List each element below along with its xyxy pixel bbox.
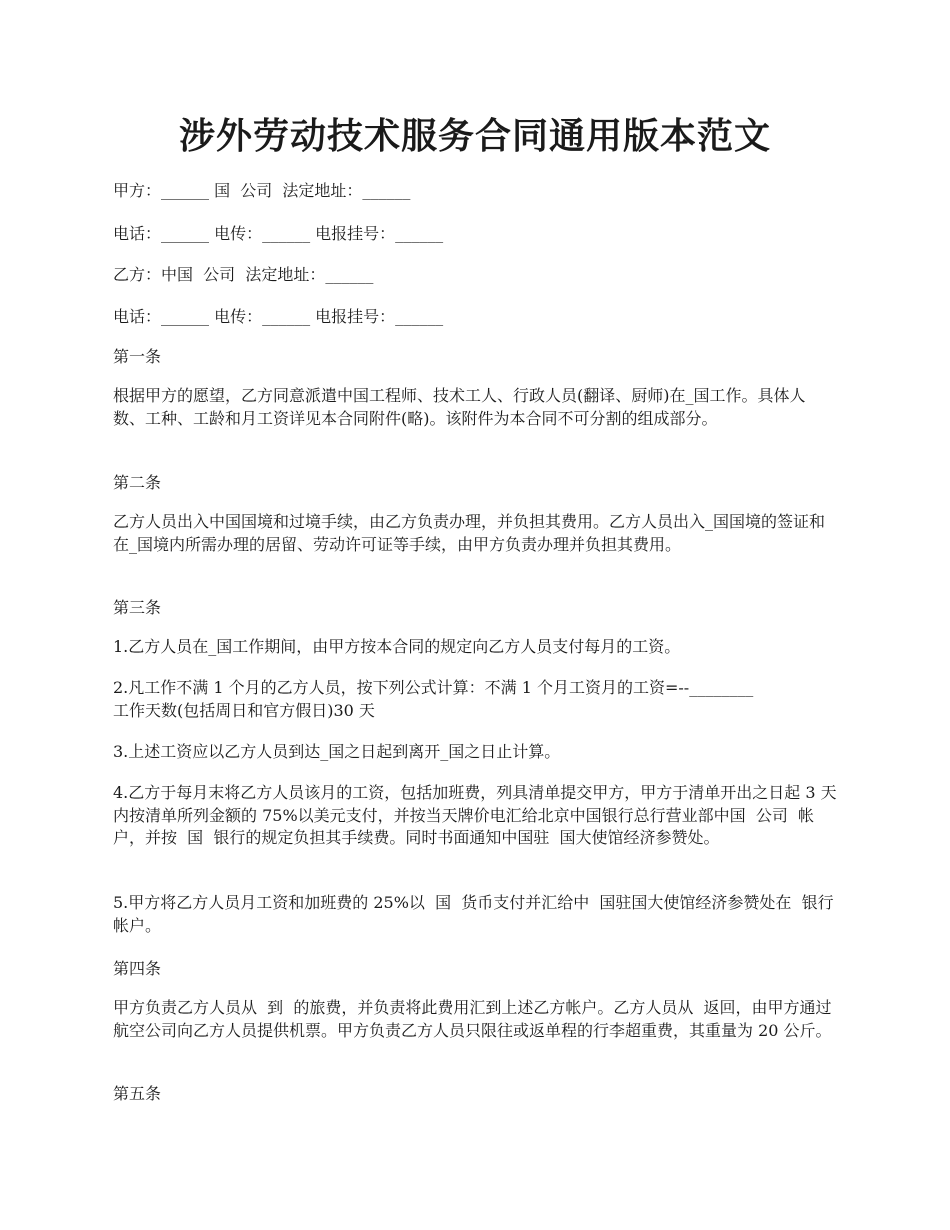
article-3-item-4: 4.乙方于每月末将乙方人员该月的工资，包括加班费，列具清单提交甲方，甲方于清单开出之日起 3 天内按清单所列金额的 75%以美元支付，并按当天牌价电汇给北京中国银行总行营业部中国 公司 帐户，并按 国 银行的规定负担其手续费。同时书面通知中国驻 国大使馆经济参赞处。	[113, 783, 837, 847]
article-3-item-5: 5.甲方将乙方人员月工资和加班费的 25%以 国 货币支付并汇给中 国驻国大使馆经济参赞处在 银行 帐户。	[113, 893, 844, 935]
party-a-contact: 电话：______ 电传：______ 电报挂号：______	[113, 224, 444, 243]
article-3-item-2-line-2: 工作天数(包括周日和官方假日)30 天	[113, 701, 375, 720]
article-1-heading: 第一条	[113, 347, 162, 366]
article-3-item-3: 3.上述工资应以乙方人员到达_国之日起到离开_国之日止计算。	[113, 742, 561, 761]
article-2-paragraph: 乙方人员出入中国国境和过境手续，由乙方负责办理，并负担其费用。乙方人员出入_国国境的签证和在_国境内所需办理的居留、劳动许可证等手续，由甲方负责办理并负担其费用。	[113, 512, 826, 554]
document-title: 涉外劳动技术服务合同通用版本范文	[178, 115, 771, 157]
article-4-paragraph: 甲方负责乙方人员从 到 的旅费，并负责将此费用汇到上述乙方帐户。乙方人员从 返回，由甲方通过 航空公司向乙方人员提供机票。甲方负责乙方人员只限往或返单程的行李超重费，其重量为 20 公斤。	[113, 998, 842, 1040]
article-3-heading: 第三条	[113, 598, 162, 617]
article-5-heading: 第五条	[113, 1084, 162, 1103]
party-a-line: 甲方：______ 国 公司 法定地址：______	[113, 181, 411, 200]
article-1-paragraph: 根据甲方的愿望，乙方同意派遣中国工程师、技术工人、行政人员(翻译、厨师)在_国工作。具体人数、工种、工龄和月工资详见本合同附件(略)。该附件为本合同不可分割的组成部分。	[113, 386, 806, 428]
party-b-line: 乙方：中国 公司 法定地址：______	[113, 265, 374, 284]
article-4-heading: 第四条	[113, 959, 162, 978]
article-3-item-1: 1.乙方人员在_国工作期间，由甲方按本合同的规定向乙方人员支付每月的工资。	[113, 637, 681, 656]
party-b-contact: 电话：______ 电传：______ 电报挂号：______	[113, 307, 444, 326]
article-2-heading: 第二条	[113, 473, 162, 492]
article-3-item-2-line-1: 2.凡工作不满 1 个月的乙方人员，按下列公式计算：不满 1 个月工资月的工资=--________	[113, 678, 754, 697]
